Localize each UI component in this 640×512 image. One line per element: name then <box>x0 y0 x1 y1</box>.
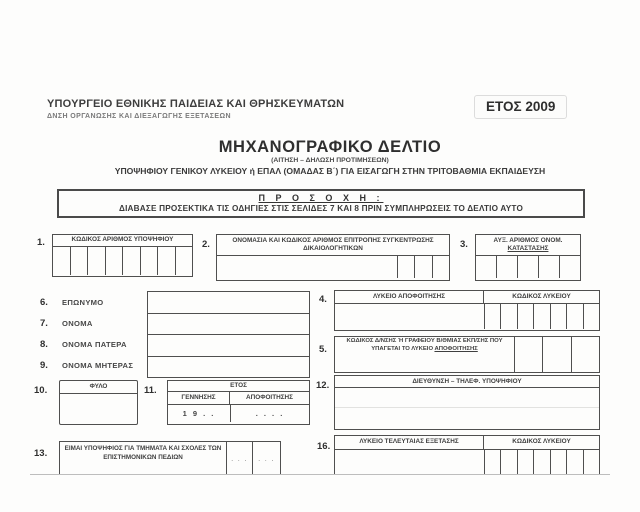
father-name-input[interactable] <box>148 335 309 357</box>
field-11-col-graduation: ΑΠΟΦΟΙΤΗΣΗΣ <box>246 394 293 401</box>
field-16-label: ΛΥΚΕΙΟ ΤΕΛΕΥΤΑΙΑΣ ΕΞΕΤΑΣΗΣ <box>335 436 484 449</box>
digit-cell[interactable] <box>122 247 140 275</box>
sex-input[interactable] <box>60 394 137 422</box>
digit-cell[interactable] <box>533 450 549 474</box>
field-5-directorate-code <box>334 336 600 373</box>
field-4-cell-grid <box>485 304 599 329</box>
field-16-cell-grid <box>485 450 599 474</box>
graduation-year-input[interactable]: . . . . <box>255 409 285 418</box>
field-2-number: 2. <box>202 239 210 250</box>
field-4-lyceum <box>334 290 600 331</box>
field-1-number: 1. <box>37 237 45 248</box>
names-table <box>147 291 310 378</box>
field-13-scientific-fields <box>59 441 281 475</box>
directorate-subtitle: ΔΝΣΗ ΟΡΓΑΝΩΣΗΣ ΚΑΙ ΔΙΕΞΑΓΩΓΗΣ ΕΞΕΤΑΣΕΩΝ <box>47 113 231 120</box>
digit-cell[interactable] <box>550 304 566 329</box>
field-16-last-exam-lyceum <box>334 435 600 474</box>
field-4-number: 4. <box>319 294 327 305</box>
ministry-title: ΥΠΟΥΡΓΕΙΟ ΕΘΝΙΚΗΣ ΠΑΙΔΕΙΑΣ ΚΑΙ ΘΡΗΣΚΕΥΜΑΤΩΝ <box>47 98 345 110</box>
field-9-number: 9. <box>40 360 48 371</box>
field-16-label2: ΚΩΔΙΚΟΣ ΛΥΚΕΙΟΥ <box>512 438 571 445</box>
field-8-number: 8. <box>40 339 48 350</box>
field-5-number: 5. <box>319 344 327 355</box>
committee-name-input[interactable] <box>217 256 397 278</box>
digit-cell[interactable] <box>542 337 570 372</box>
lyceum-name-input[interactable] <box>335 304 485 329</box>
field-8-label: ΟΝΟΜΑ ΠΑΤΕΡΑ <box>62 340 127 349</box>
field-7-label: ΟΝΟΜΑ <box>62 319 93 328</box>
attention-text: ΔΙΑΒΑΣΕ ΠΡΟΣΕΚΤΙΚΑ ΤΙΣ ΟΔΗΓΙΕΣ ΣΤΙΣ ΣΕΛΙΔΕΣ 7 ΚΑΙ 8 ΠΡΙΝ ΣΥΜΠΛΗΡΩΣΕΙΣ ΤΟ ΔΕΛΤΙΟ ΑΥΤΟ <box>118 204 524 213</box>
field-11-number: 11. <box>144 385 157 396</box>
digit-cell[interactable] <box>87 247 105 275</box>
field-3-serial-number <box>475 234 581 281</box>
field-12-number: 12. <box>316 380 330 391</box>
field-11-col-birth: ΓΕΝΝΗΣΗΣ <box>168 392 230 404</box>
field-13-choice-2[interactable]: . . . <box>258 456 275 463</box>
scan-crop-line <box>30 474 610 475</box>
field-12-address <box>334 375 600 430</box>
last-exam-lyceum-input[interactable] <box>335 450 485 474</box>
digit-cell[interactable] <box>500 304 516 329</box>
digit-cell[interactable] <box>583 304 599 329</box>
field-1-label: ΚΩΔΙΚΟΣ ΑΡΙΘΜΟΣ ΥΠΟΨΗΦΙΟΥ <box>53 235 192 247</box>
address-input-line2[interactable] <box>335 408 599 427</box>
digit-cell[interactable] <box>476 256 496 278</box>
field-1-cell-grid <box>53 247 192 275</box>
digit-cell[interactable] <box>566 450 582 474</box>
digit-cell[interactable] <box>517 450 533 474</box>
field-5-cell-grid <box>515 337 599 372</box>
digit-cell[interactable] <box>53 247 70 275</box>
digit-cell[interactable] <box>515 337 542 372</box>
digit-cell[interactable] <box>157 247 175 275</box>
field-11-label: ΕΤΟΣ <box>168 381 309 392</box>
year-badge: ΕΤΟΣ 2009 <box>474 95 567 119</box>
field-13-choice-1[interactable]: . . . <box>227 442 253 474</box>
field-3-label-line1: ΑΥΞ. ΑΡΙΘΜΟΣ ΟΝΟΜ. <box>493 237 563 244</box>
form-title: ΜΗΧΑΝΟΓΡΑΦΙΚΟ ΔΕΛΤΙΟ <box>218 138 442 156</box>
birth-year-input[interactable]: 1 9 . . <box>168 405 231 422</box>
field-5-label-main: ΚΩΔΙΚΟΣ Δ/ΝΣΗΣ Ή ΓΡΑΦΕΙΟΥ Β/ΘΜΙΑΣ ΕΚΠ/ΣΗΣ ΠΟΥ ΥΠΑΓΕΤΑΙ ΤΟ ΛΥΚΕΙΟ <box>346 338 503 352</box>
field-2-label: ΟΝΟΜΑΣΙΑ ΚΑΙ ΚΩΔΙΚΟΣ ΑΡΙΘΜΟΣ ΕΠΙΤΡΟΠΗΣ ΣΥΓΚΕΝΤΡΩΣΗΣ ΔΙΚΑΙΟΛΟΓΗΤΙΚΩΝ <box>217 235 449 256</box>
field-13-label: ΕΙΜΑΙ ΥΠΟΨΗΦΙΟΣ ΓΙΑ ΤΜΗΜΑΤΑ ΚΑΙ ΣΧΟΛΕΣ ΤΩΝ ΕΠΙΣΤΗΜΟΝΙΚΩΝ ΠΕΔΙΩΝ <box>60 442 227 474</box>
field-1-candidate-code <box>52 234 193 277</box>
mother-name-input[interactable] <box>148 357 309 379</box>
field-16-number: 16. <box>317 441 331 452</box>
field-9-label: ΟΝΟΜΑ ΜΗΤΕΡΑΣ <box>62 361 134 370</box>
field-6-label: ΕΠΩΝΥΜΟ <box>62 298 104 307</box>
field-10-sex <box>59 380 138 425</box>
field-4-label: ΛΥΚΕΙΟ ΑΠΟΦΟΙΤΗΣΗΣ <box>335 291 484 303</box>
form-subtitle2: ΥΠΟΨΗΦΙΟΥ ΓΕΝΙΚΟΥ ΛΥΚΕΙΟΥ ή ΕΠΑΛ (ΟΜΑΔΑΣ Β΄) ΓΙΑ ΕΙΣΑΓΩΓΗ ΣΤΗΝ ΤΡΙΤΟΒΑΘΜΙΑ ΕΚΠΑΙΔΕΥΣΗ <box>114 166 546 176</box>
digit-cell[interactable] <box>432 256 449 278</box>
field-5-label-underlined: ΑΠΟΦΟΙΤΗΣΗΣ <box>434 345 478 352</box>
address-input-line1[interactable] <box>335 388 599 408</box>
digit-cell[interactable] <box>550 450 566 474</box>
digit-cell[interactable] <box>566 304 582 329</box>
digit-cell[interactable] <box>538 256 559 278</box>
field-10-label: ΦΥΛΟ <box>60 381 137 394</box>
surname-input[interactable] <box>148 292 309 314</box>
digit-cell[interactable] <box>517 256 538 278</box>
digit-cell[interactable] <box>175 247 193 275</box>
digit-cell[interactable] <box>70 247 88 275</box>
field-12-label: ΔΙΕΥΘΥΝΣΗ – ΤΗΛΕΦ. ΥΠΟΨΗΦΙΟΥ <box>335 376 599 388</box>
field-3-label <box>476 235 580 256</box>
field-10-number: 10. <box>34 385 48 396</box>
digit-cell[interactable] <box>571 337 599 372</box>
field-2-cell-grid <box>397 256 449 278</box>
digit-cell[interactable] <box>583 450 599 474</box>
digit-cell[interactable] <box>500 450 516 474</box>
digit-cell[interactable] <box>140 247 158 275</box>
attention-title: Π Ρ Ο Σ Ο Χ Η : <box>258 193 384 203</box>
attention-box <box>57 189 585 218</box>
digit-cell[interactable] <box>533 304 549 329</box>
field-7-number: 7. <box>40 318 48 329</box>
form-subtitle: (ΑΙΤΗΣΗ – ΔΗΛΩΣΗ ΠΡΟΤΙΜΗΣΕΩΝ) <box>271 157 389 164</box>
field-3-label-line2: ΚΑΤΑΣΤΑΣΗΣ <box>507 245 549 253</box>
digit-cell[interactable] <box>414 256 431 278</box>
digit-cell[interactable] <box>397 256 414 278</box>
field-13-number: 13. <box>34 448 48 459</box>
field-5-label <box>335 337 515 372</box>
field-3-cell-grid <box>476 256 580 278</box>
field-3-number: 3. <box>460 239 468 250</box>
digit-cell[interactable] <box>517 304 533 329</box>
digit-cell[interactable] <box>485 304 500 329</box>
field-11-years <box>167 380 310 425</box>
digit-cell[interactable] <box>559 256 580 278</box>
digit-cell[interactable] <box>105 247 123 275</box>
field-4-label2: ΚΩΔΙΚΟΣ ΛΥΚΕΙΟΥ <box>512 293 571 300</box>
digit-cell[interactable] <box>496 256 517 278</box>
firstname-input[interactable] <box>148 314 309 336</box>
field-6-number: 6. <box>40 297 48 308</box>
field-2-committee <box>216 234 450 281</box>
digit-cell[interactable] <box>485 450 500 474</box>
